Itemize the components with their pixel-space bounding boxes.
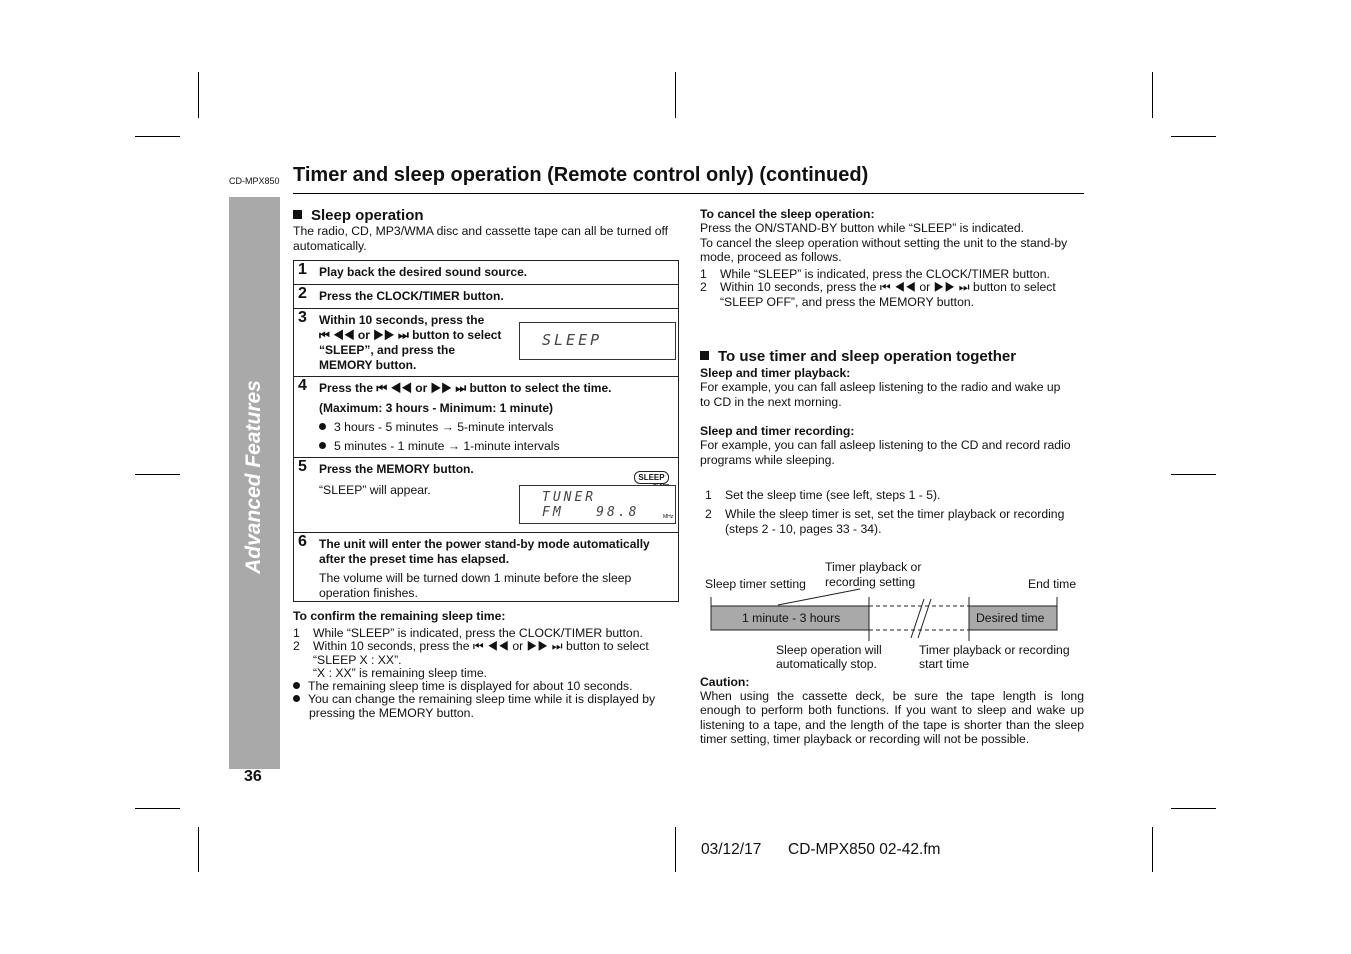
step-row xyxy=(294,284,678,308)
step-subtext: (Maximum: 3 hours - Minimum: 1 minute) xyxy=(319,401,554,415)
list-item-text: Set the sleep time (see left, steps 1 - 5). xyxy=(725,488,941,502)
diagram-label: Sleep timer setting xyxy=(705,577,806,591)
step-number: 5 xyxy=(298,458,307,475)
step-text-line: “SLEEP”, and press the xyxy=(319,343,456,357)
model-label: CD-MPX850 xyxy=(229,176,280,186)
step-note-line: operation finishes. xyxy=(319,586,418,600)
step-number: 2 xyxy=(298,285,307,302)
list-item xyxy=(319,420,553,435)
bullet-icon xyxy=(293,695,300,702)
recording-text: For example, you can fall asleep listening to the CD and record radio xyxy=(700,438,1071,452)
playback-heading: Sleep and timer playback: xyxy=(700,366,851,380)
lcd-display xyxy=(519,322,676,360)
list-item-text: “SLEEP X : XX”. xyxy=(313,653,402,667)
recording-text: programs while sleeping. xyxy=(700,453,835,467)
step-text: Press the CLOCK/TIMER button. xyxy=(319,289,504,303)
list-item-text: “X : XX” is remaining sleep time. xyxy=(313,666,488,680)
recording-heading: Sleep and timer recording: xyxy=(700,424,855,438)
bullet-text: The remaining sleep time is displayed for about 10 seconds. xyxy=(308,679,633,693)
step-number: 6 xyxy=(298,533,307,550)
steps-table xyxy=(293,260,679,602)
diagram-label: start time xyxy=(919,657,970,671)
crop-mark xyxy=(198,827,199,872)
step-note-line: The volume will be turned down 1 minute before the sleep xyxy=(319,571,632,585)
item-number: 1 xyxy=(293,626,300,640)
break-mark xyxy=(911,599,924,638)
diagram-label: Timer playback or recording xyxy=(919,643,1070,657)
playback-text: For example, you can fall asleep listening to the radio and wake up xyxy=(700,380,1061,394)
cancel-heading: To cancel the sleep operation: xyxy=(700,207,875,221)
bar-label: 1 minute - 3 hours xyxy=(742,611,841,625)
square-bullet-icon xyxy=(293,210,302,219)
crop-mark xyxy=(1171,474,1216,475)
lcd-unit: MHz xyxy=(663,514,674,520)
playback-text: to CD in the next morning. xyxy=(700,395,842,409)
step-text-line: MEMORY button. xyxy=(319,358,417,372)
step-row xyxy=(294,457,678,532)
footer-filename: CD-MPX850 02-42.fm xyxy=(788,841,941,858)
diagram-label: Sleep operation will xyxy=(776,643,882,657)
section-heading-sleep xyxy=(293,207,424,224)
step-row xyxy=(294,308,678,376)
list-item-text: While “SLEEP” is indicated, press the CLOCK/TIMER button. xyxy=(313,626,643,640)
step-text-line: after the preset time has elapsed. xyxy=(319,552,510,566)
item-number: 2 xyxy=(705,507,712,521)
section-heading-together xyxy=(700,348,1016,365)
step-note: “SLEEP” will appear. xyxy=(319,483,431,497)
list-item-text: While “SLEEP” is indicated, press the CLOCK/TIMER button. xyxy=(720,267,1050,281)
crop-mark xyxy=(1171,808,1216,809)
step-text xyxy=(319,537,650,567)
confirm-heading: To confirm the remaining sleep time: xyxy=(293,609,506,623)
break-mark xyxy=(918,599,931,638)
list-item-text: (steps 2 - 10, pages 33 - 34). xyxy=(725,522,882,536)
bullet-text: You can change the remaining sleep time while it is displayed by xyxy=(308,692,656,706)
crop-mark xyxy=(135,474,180,475)
step-row xyxy=(294,376,678,457)
item-number: 1 xyxy=(700,267,707,281)
caution-text: listening to a tape, and the length of the tape is shorter than the sleep xyxy=(700,718,1084,732)
diagram-label: Timer playback or xyxy=(825,560,922,574)
cancel-text: To cancel the sleep operation without setting the unit to the stand-by xyxy=(700,236,1068,250)
crop-mark xyxy=(198,72,199,118)
bullet-text: 5 minutes - 1 minute → 1-minute intervals xyxy=(334,439,560,453)
section-title-text: To use timer and sleep operation together xyxy=(718,348,1017,365)
bar-label: Desired time xyxy=(976,611,1045,625)
list-item-text: Within 10 seconds, press the ⏮ ◀◀ or ▶▶ ⏭ button to select xyxy=(720,280,1056,294)
caution-heading: Caution: xyxy=(700,675,750,689)
pointer-line xyxy=(778,589,860,605)
step-number: 1 xyxy=(298,261,307,278)
sleep-intro: The radio, CD, MP3/WMA disc and cassette tape can all be turned off automatically. xyxy=(293,224,669,253)
list-item xyxy=(319,439,560,454)
lcd-text: SLEEP xyxy=(542,331,603,349)
diagram-label: automatically stop. xyxy=(776,657,877,671)
sidebar-label: Advanced Features xyxy=(242,380,265,574)
list-item xyxy=(293,693,655,707)
step-text-line: Within 10 seconds, press the xyxy=(319,313,485,327)
caution-text: timer setting, timer playback or recording will not be possible. xyxy=(700,732,1030,746)
crop-mark xyxy=(1152,72,1153,118)
step-text-line: The unit will enter the power stand-by mode automatically xyxy=(319,537,650,551)
step-row xyxy=(294,261,678,284)
section-title-text: Sleep operation xyxy=(311,207,424,224)
item-number: 2 xyxy=(700,280,707,294)
footer-date: 03/12/17 xyxy=(701,841,762,858)
crop-mark xyxy=(1152,827,1153,872)
page-title: Timer and sleep operation (Remote control only) (continued) xyxy=(293,164,869,186)
step-text xyxy=(319,313,501,373)
crop-mark xyxy=(675,827,676,872)
list-item-text: While the sleep timer is set, set the timer playback or recording xyxy=(725,507,1065,521)
caution-text: enough to perform both functions. If you want to sleep and wake up xyxy=(700,703,1084,717)
step-text-line: ⏮ ◀◀ or ▶▶ ⏭ button to select xyxy=(319,328,502,342)
step-number: 4 xyxy=(298,377,307,394)
cancel-text: Press the ON/STAND-BY button while “SLEEP” is indicated. xyxy=(700,221,1025,235)
crop-mark xyxy=(135,136,180,137)
page-number: 36 xyxy=(244,768,262,785)
step-text: Play back the desired sound source. xyxy=(319,265,528,279)
lcd-text: FM 98.8 xyxy=(542,505,640,520)
caution-text: When using the cassette deck, be sure the tape length is long xyxy=(700,689,1084,703)
title-divider xyxy=(293,193,1084,194)
crop-mark xyxy=(675,72,676,118)
list-item-text: Within 10 seconds, press the ⏮ ◀◀ or ▶▶ ⏭ button to select xyxy=(313,639,649,653)
step-text: Press the ⏮ ◀◀ or ▶▶ ⏭ button to select the time. xyxy=(319,381,612,395)
diagram-label: recording setting xyxy=(825,575,916,589)
crop-mark xyxy=(1171,136,1216,137)
crop-mark xyxy=(135,808,180,809)
bullet-icon xyxy=(319,442,326,449)
diagram-label: End time xyxy=(1028,577,1077,591)
item-number: 1 xyxy=(705,488,712,502)
bullet-icon xyxy=(319,423,326,430)
step-note xyxy=(319,571,631,601)
step-text: Press the MEMORY button. xyxy=(319,462,474,476)
lcd-display xyxy=(519,485,676,524)
sleep-button-icon: SLEEP xyxy=(634,471,669,484)
item-number: 2 xyxy=(293,639,300,653)
list-item-text: “SLEEP OFF”, and press the MEMORY button. xyxy=(720,295,975,309)
step-number: 3 xyxy=(298,309,307,326)
cancel-text: mode, proceed as follows. xyxy=(700,250,842,264)
lcd-text: TUNER xyxy=(542,490,597,505)
step-row xyxy=(294,532,678,601)
bullet-text: pressing the MEMORY button. xyxy=(309,706,474,720)
list-item xyxy=(293,640,300,654)
bullet-icon xyxy=(293,682,300,689)
square-bullet-icon xyxy=(700,351,709,360)
bullet-text: 3 hours - 5 minutes → 5-minute intervals xyxy=(334,420,554,434)
